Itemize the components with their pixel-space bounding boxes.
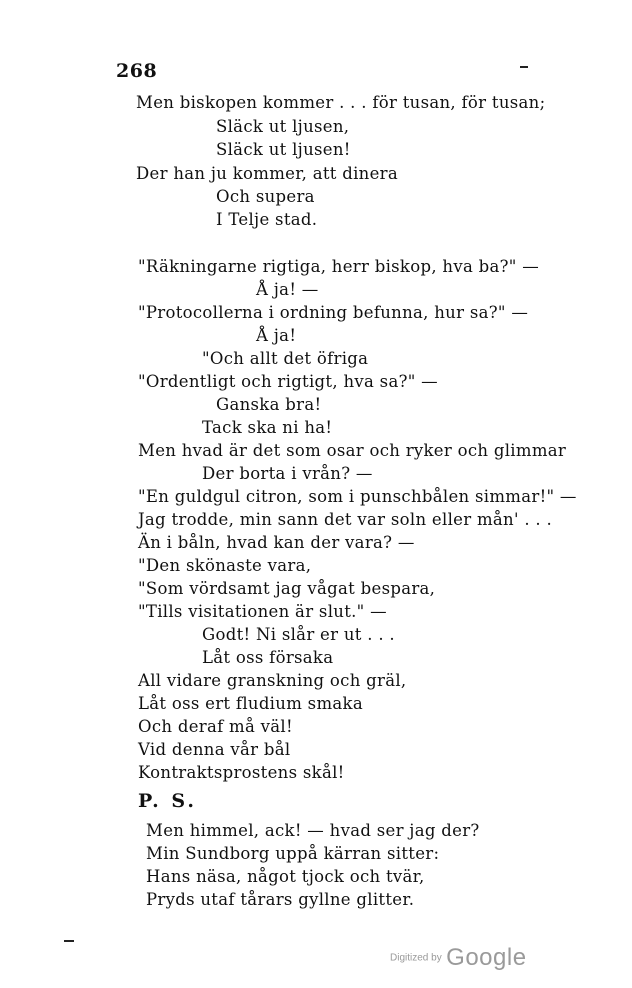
poem-line: Min Sundborg uppå kärran sitter: bbox=[146, 844, 440, 863]
poem-line: "Ordentligt och rigtigt, hva sa?" — bbox=[138, 372, 438, 391]
watermark-prefix: Digitized by bbox=[390, 952, 442, 964]
poem-line: Ganska bra! bbox=[216, 395, 322, 414]
poem-line: I Telje stad. bbox=[216, 210, 318, 229]
watermark-brand: Google bbox=[446, 944, 527, 971]
poem-line: Låt oss ert fludium smaka bbox=[138, 694, 363, 713]
poem-line: "Tills visitationen är slut." — bbox=[138, 602, 387, 621]
poem-line: Men hvad är det som osar och ryker och glimmar bbox=[138, 441, 567, 460]
poem-line: Godt! Ni slår er ut . . . bbox=[202, 625, 395, 644]
poem-line: Jag trodde, min sann det var soln eller mån' . . . bbox=[138, 510, 553, 529]
poem-line: Vid denna vår bål bbox=[138, 740, 291, 759]
poem-line: Släck ut ljusen, bbox=[216, 117, 350, 136]
poem-line: "Räkningarne rigtiga, herr biskop, hva ba?" — bbox=[138, 257, 540, 276]
page-number: 268 bbox=[116, 60, 158, 82]
poem-line: Hans näsa, något tjock och tvär, bbox=[146, 867, 425, 886]
poem-line: Der borta i vrån? — bbox=[202, 464, 373, 483]
poem-line: Tack ska ni ha! bbox=[202, 418, 333, 437]
ps-heading: P. S. bbox=[138, 790, 198, 812]
poem-line: Släck ut ljusen! bbox=[216, 140, 351, 159]
poem-line: Men himmel, ack! — hvad ser jag der? bbox=[146, 821, 480, 840]
poem-line: "Protocollerna i ordning befunna, hur sa?" — bbox=[138, 303, 529, 322]
poem-line: Och deraf må väl! bbox=[138, 717, 293, 736]
digitized-watermark bbox=[390, 944, 527, 972]
poem-line: Å ja! — bbox=[256, 280, 319, 299]
poem-line: "En guldgul citron, som i punschbålen simmar!" — bbox=[138, 487, 577, 506]
poem-line: "Den skönaste vara, bbox=[138, 556, 312, 575]
poem-line: Låt oss försaka bbox=[202, 648, 334, 667]
printer-mark-left bbox=[64, 940, 74, 942]
poem-line: "Som vördsamt jag vågat bespara, bbox=[138, 579, 436, 598]
poem-line: "Och allt det öfriga bbox=[202, 349, 369, 368]
poem-line: All vidare granskning och gräl, bbox=[138, 671, 407, 690]
printer-mark-top bbox=[520, 66, 528, 68]
poem-line: Och supera bbox=[216, 187, 315, 206]
poem-line: Pryds utaf tårars gyllne glitter. bbox=[146, 890, 415, 909]
poem-line: Men biskopen kommer . . . för tusan, för tusan; bbox=[136, 93, 546, 112]
poem-line: Kontraktsprostens skål! bbox=[138, 763, 345, 782]
poem-line: Å ja! bbox=[256, 326, 297, 345]
poem-line: Än i båln, hvad kan der vara? — bbox=[138, 533, 415, 552]
poem-line: Der han ju kommer, att dinera bbox=[136, 164, 399, 183]
